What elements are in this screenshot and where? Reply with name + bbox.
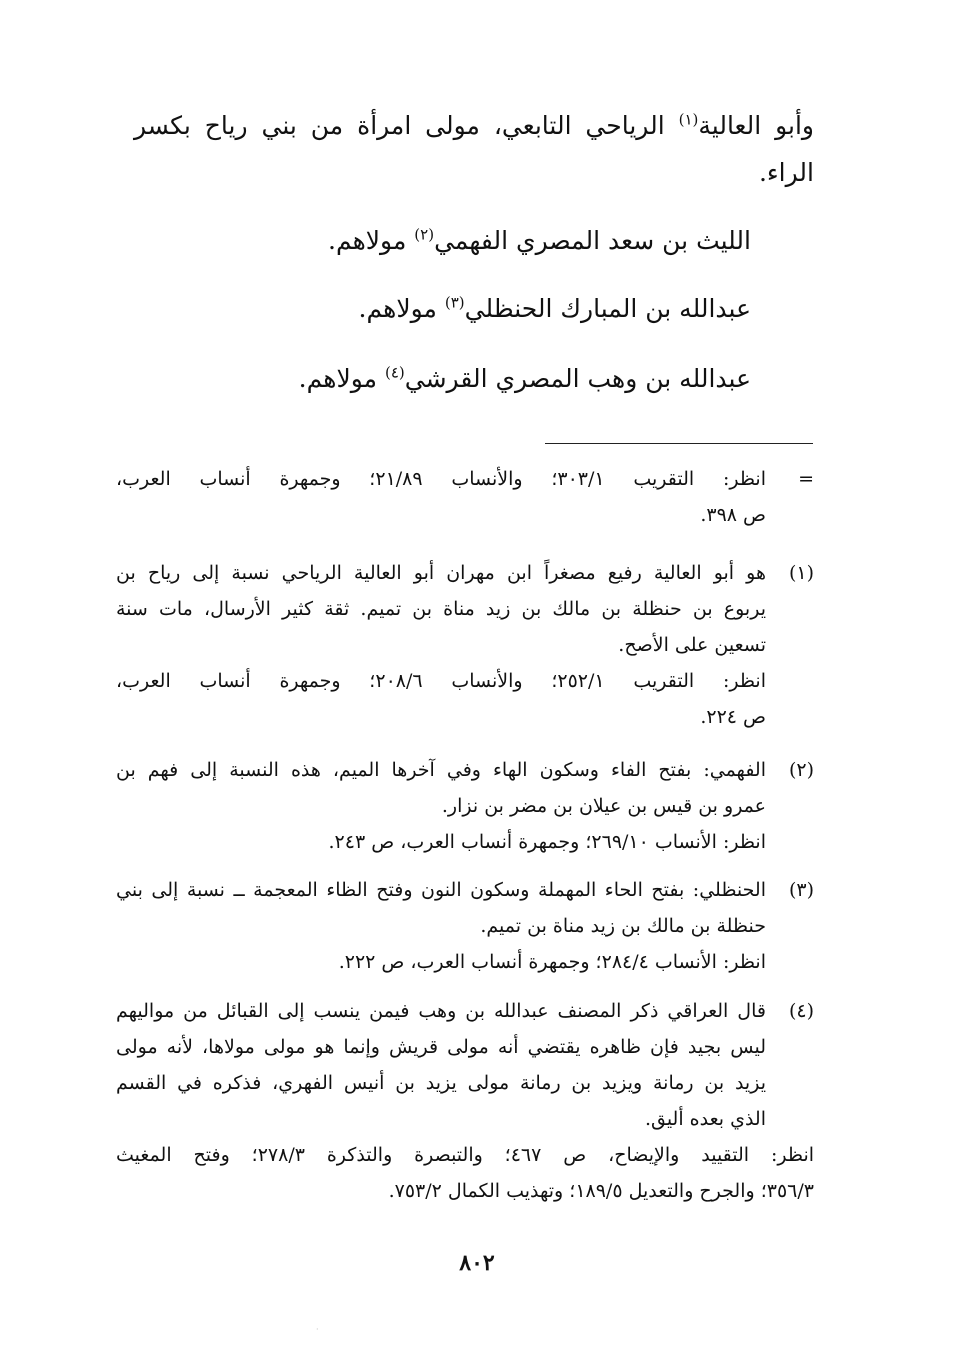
continuation-marker: = [798, 468, 814, 490]
footnote-2-line-2: عمرو بن قيس بن عيلان بن مضر بن نزار. [441, 795, 766, 817]
wahb-rest: مولاهم. [298, 364, 385, 393]
footnote-4-line-6: ٣٥٦/٣؛ والجرح والتعديل ١٨٩/٥؛ وتهذيب الكمال ٧٥٣/٢. [388, 1180, 814, 1202]
mubarak-rest: مولاهم. [358, 294, 445, 323]
footnote-1-line-3: تسعين على الأصح. [618, 634, 766, 656]
footnote-2 [116, 752, 766, 860]
footnote-4-number: (٤) [788, 1000, 814, 1022]
main-text-abu-aliya: وأبو العالية [698, 111, 814, 140]
footnote-3-line-2: حنظلة بن مالك بن زيد مناة بن تميم. [480, 915, 766, 937]
main-text-mubarak [359, 291, 751, 327]
footnote-4 [116, 993, 766, 1137]
footnote-ref-3[interactable]: (٣) [444, 293, 465, 312]
footnote-4-line-4: الذي بعده أليق. [644, 1108, 766, 1130]
main-text-line1-rest: الرياحي التابعي، مولى امرأة من بني رياح بكسر [134, 111, 679, 140]
mubarak-name: عبدالله بن المبارك الحنظلي [464, 294, 751, 323]
footnote-2-line-1: الفهمي: بفتح الفاء وسكون الهاء وفي آخرها الميم، هذه النسبة إلى فهم بن [116, 759, 766, 781]
continuation-line-2: ص ٣٩٨. [700, 504, 766, 526]
scan-speck: · [316, 1325, 319, 1334]
footnote-ref-4[interactable]: (٤) [384, 363, 405, 382]
footnote-1 [116, 555, 766, 735]
main-text-wahb [299, 361, 751, 397]
main-text-line-1 [134, 108, 814, 144]
footnote-separator [545, 443, 813, 444]
laith-name: الليث بن سعد المصري الفهمي [434, 226, 751, 255]
footnote-4-line-2: ليس بجيد فإن ظاهره يقتضي أنه مولى قريش وإنما هو مولى مولاها، لأنه مولى [116, 1036, 766, 1058]
footnote-4-references [116, 1137, 814, 1209]
main-text-line-2: الراء. [758, 158, 814, 187]
footnote-2-number: (٢) [788, 759, 814, 781]
footnote-3-line-1: الحنظلي: بفتح الحاء المهملة وسكون النون وفتح الظاء المعجمة ــ نسبة إلى بني [116, 879, 766, 901]
footnote-2-line-3: انظر: الأنساب ٢٦٩/١٠؛ وجمهرة أنساب العرب، ص ٢٤٣. [328, 831, 766, 853]
footnote-4-line-1: قال العراقي ذكر المصنف عبدالله بن وهب فيمن ينسب إلى القبائل من مواليهم [116, 1000, 766, 1022]
footnote-1-number: (١) [788, 562, 814, 584]
wahb-name: عبدالله بن وهب المصري القرشي [404, 364, 751, 393]
footnote-1-line-2: يربوع بن حنظلة بن مالك بن زيد مناة بن تميم. ثقة كثير الأرسال، مات سنة [116, 598, 766, 620]
footnote-3 [116, 872, 766, 980]
page-number: ٨٠٢ [459, 1250, 495, 1276]
footnote-1-line-4: انظر: التقريب ٢٥٢/١؛ والأنساب ٢٠٨/٦؛ وجمهرة أنساب العرب، [116, 670, 766, 692]
footnote-continuation [116, 461, 766, 533]
main-text-laith [328, 223, 751, 259]
footnote-ref-1[interactable]: (١) [678, 110, 699, 129]
footnote-4-line-5: انظر: التقييد والإيضاح، ص ٤٦٧؛ والتبصرة والتذكرة ٢٧٨/٣؛ وفتح المغيث [116, 1144, 815, 1166]
footnote-ref-2[interactable]: (٢) [414, 225, 435, 244]
laith-rest: مولاهم. [328, 226, 415, 255]
footnote-1-line-1: هو أبو العالية رفيع مصغراً ابن مهران أبو العالية الرياحي نسبة إلى رياح بن [116, 562, 767, 584]
footnote-1-line-5: ص ٢٢٤. [700, 706, 766, 728]
footnote-3-line-3: انظر: الأنساب ٢٨٤/٤؛ وجمهرة أنساب العرب، ص ٢٢٢. [338, 951, 766, 973]
footnote-4-line-3: يزيد بن رمانة ويزيد بن رمانة مولى يزيد بن أنيس الفهري، فذكره في القسم [116, 1072, 766, 1094]
continuation-line-1: انظر: التقريب ٣٠٣/١؛ والأنساب ٢١/٨٩؛ وجمهرة أنساب العرب، [116, 468, 766, 490]
footnote-3-number: (٣) [788, 879, 814, 901]
